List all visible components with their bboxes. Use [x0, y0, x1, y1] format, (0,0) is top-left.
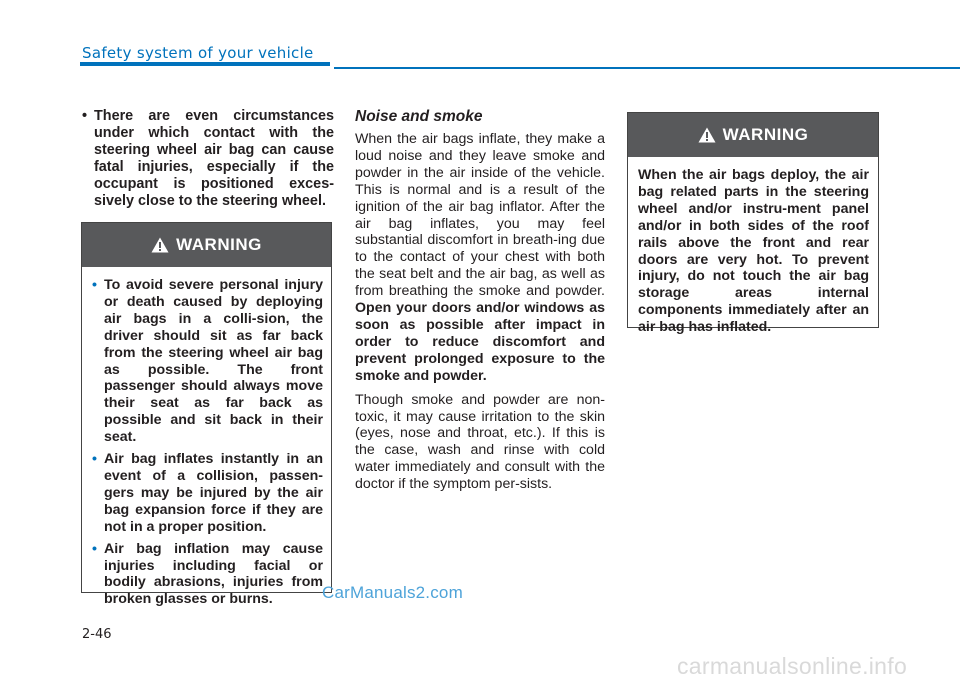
warning-triangle-icon: [698, 127, 716, 143]
section-title-underline: [80, 62, 330, 66]
warning-text-right: When the air bags deploy, the air bag related parts in the steering wheel and/or instru-ment panel and/or in both sides of the roof rails above the front and rear doors are very hot. To prevent injury, do not touch the air bag storage areas internal components immediately after an air bag has inflated.: [638, 167, 869, 336]
warning-item-text: Air bag inflates instantly in an event of a collision, passen-gers may be injured by the air bag expansion force if they are not in a proper position.: [104, 451, 323, 535]
warning-item: [92, 277, 323, 446]
noise-paragraph-1: [355, 131, 605, 385]
warning-triangle-icon: [151, 237, 169, 253]
warning-item: [92, 541, 323, 609]
warning-box-right: [627, 112, 879, 336]
footer-site-mark: carmanualsonline.info: [677, 653, 908, 679]
watermark-text: CarManuals2.com: [322, 583, 463, 602]
warning-item-text: Air bag inflation may cause injuries including facial or bodily abrasions, injuries from broken glasses or burns.: [104, 540, 323, 608]
warning-item: [92, 451, 323, 536]
warning-title: WARNING: [722, 125, 809, 144]
noise-p1-bold: Open your doors and/or windows as soon as possible after impact in order to reduce discomfort and prevent prolonged exposure to the smoke and powder.: [355, 300, 605, 384]
intro-text: There are even circumstances under which contact with the steering wheel air bag can cause fatal injuries, especially if the occupant is positioned exces-sively close to the steering wheel.: [94, 108, 334, 209]
bullet-dot: •: [82, 108, 88, 124]
bullet-dot: •: [92, 277, 97, 293]
noise-heading: Noise and smoke: [355, 108, 483, 125]
warning-header-right: [628, 113, 878, 157]
warning-header-left: [82, 223, 331, 267]
noise-p1-plain: When the air bags inflate, they make a loud noise and they leave smoke and powder in the air inside of the vehicle. This is normal and is a result of the ignition of the air bag inflator. After the air bag inflates, you may feel substantial discomfort in breath-ing due to the contact of your chest with both the seat belt and the air bag, as well as from breathing the smoke and powder.: [355, 131, 605, 300]
warning-box-left: [81, 222, 332, 608]
intro-bullet: [82, 108, 334, 209]
warning-item-text: To avoid severe personal injury or death caused by deploying air bags in a colli-sion, the driver should sit as far back from the steering wheel air bag as possible. The front passenger should always move their seat as far back as possible and sit back in their seat.: [104, 277, 323, 446]
bullet-dot: •: [92, 451, 97, 468]
bullet-dot: •: [92, 540, 97, 557]
page-number: 2-46: [82, 627, 112, 642]
warning-title: WARNING: [176, 235, 262, 254]
noise-paragraph-2: Though smoke and powder are non-toxic, it may cause irritation to the skin (eyes, nose and throat, etc.). If this is the case, wash and rinse with cold water immediately and consult with the doctor if the symptom per-sists.: [355, 391, 605, 493]
warning-list-left: [82, 267, 331, 608]
section-title: Safety system of your vehicle: [82, 44, 314, 62]
header-rule: [334, 67, 960, 69]
noise-and-smoke-section: [355, 108, 605, 500]
